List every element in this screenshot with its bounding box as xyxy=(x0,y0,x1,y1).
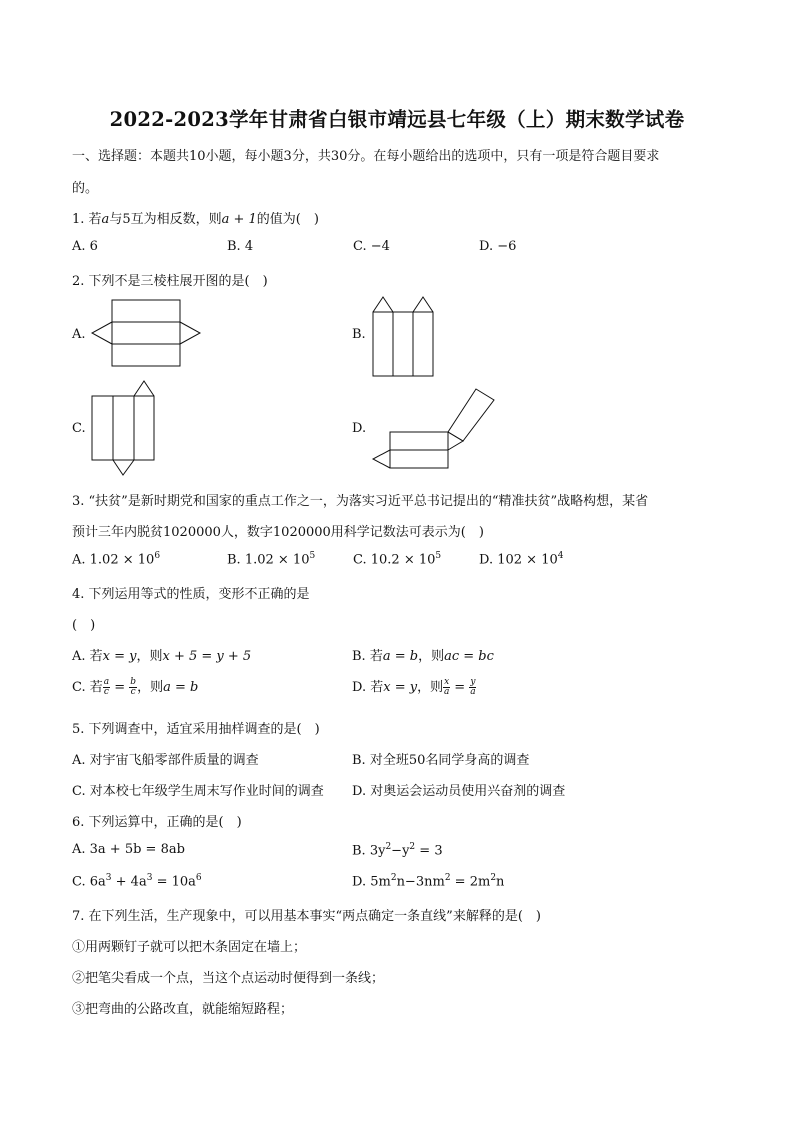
q7-item-3: ③把弯曲的公路改直，就能缩短路程； xyxy=(72,1002,294,1017)
q4-a-pre: A. 若 xyxy=(72,649,103,664)
q4-a-mid: ，则 xyxy=(136,649,163,664)
q2-stem: 2. 下列不是三棱柱展开图的是( ) xyxy=(72,274,268,289)
q3-stem-line1: 3. “扶贫”是新时期党和国家的重点工作之一，为落实习近平总书记提出的“精准扶贫”战略构想，某省 xyxy=(72,494,649,509)
q4-d-frac1-den: a xyxy=(443,687,450,697)
q2-figure-a xyxy=(88,298,204,370)
q6-c-part3: = 10a xyxy=(152,874,196,890)
q4-b-res: ac = bc xyxy=(444,649,494,664)
q3-option-d xyxy=(479,551,563,567)
q4-b-cond: a = b xyxy=(382,649,419,664)
q6-d-exp2: 2 xyxy=(444,873,451,883)
q6-option-a: A. 3a + 5b = 8ab xyxy=(72,842,185,857)
q1-option-a: A. 6 xyxy=(72,239,98,254)
q5-stem: 5. 下列调查中，适宜采用抽样调查的是( ) xyxy=(72,722,320,737)
q4-stem: 4. 下列运用等式的性质，变形不正确的是 xyxy=(72,587,310,602)
q4-d-pre: D. 若 xyxy=(352,680,384,695)
q4-d-frac1-num: x xyxy=(444,677,450,687)
q4-c-frac1-num: a xyxy=(103,677,110,687)
q5-option-c: C. 对本校七年级学生周末写作业时间的调查 xyxy=(72,784,324,799)
q2-figure-b xyxy=(370,294,436,378)
q4-d-frac2-num: y xyxy=(470,677,476,687)
q2-option-a-label: A. xyxy=(72,327,86,342)
q6-c-part1: C. 6a xyxy=(72,874,106,890)
q4-b-mid: ，则 xyxy=(418,649,445,664)
q6-b-part3: = 3 xyxy=(415,843,443,859)
q1-option-c: C. −4 xyxy=(353,239,390,254)
q4-paren: ( ) xyxy=(72,618,96,633)
q1-stem-expr: a + 1 xyxy=(221,212,257,227)
section-heading-line1: 一、选择题：本题共10小题，每小题3分，共30分。在每小题给出的选项中，只有一项是符合题目要求 xyxy=(72,149,660,164)
q1-stem-text-c: 的值为( ) xyxy=(256,212,319,227)
q6-d-part4: n xyxy=(496,874,505,890)
q6-c-exp2: 3 xyxy=(146,873,153,883)
q3-option-c-base: C. 10.2 × 10 xyxy=(353,552,436,568)
q6-b-exp2: 2 xyxy=(409,842,416,852)
q6-option-d xyxy=(352,873,504,889)
q5-option-b: B. 对全班50名同学身高的调查 xyxy=(352,753,530,768)
q1-option-b: B. 4 xyxy=(227,239,254,254)
q4-d-cond: x = y xyxy=(383,680,418,695)
q6-d-exp1: 2 xyxy=(390,873,397,883)
section-heading-line2: 的。 xyxy=(72,181,99,196)
q6-c-exp1: 3 xyxy=(105,873,112,883)
q1-stem xyxy=(72,208,319,227)
q3-option-d-exp: 4 xyxy=(557,551,564,561)
q5-option-d: D. 对奥运会运动员使用兴奋剂的调查 xyxy=(352,784,566,799)
exam-title: 2022-2023学年甘肃省白银市靖远县七年级（上）期末数学试卷 xyxy=(109,108,685,131)
q3-option-a-base: A. 1.02 × 10 xyxy=(72,552,155,568)
q7-item-1: ①用两颗钉子就可以把木条固定在墙上； xyxy=(72,940,307,955)
q3-option-a-exp: 6 xyxy=(154,551,161,561)
q6-d-part3: = 2m xyxy=(450,874,491,890)
q4-c-frac2-den: c xyxy=(130,687,136,697)
q5-option-a: A. 对宇宙飞船零部件质量的调查 xyxy=(72,753,259,768)
q4-d-mid: ，则 xyxy=(417,680,444,695)
q4-a-res: x + 5 = y + 5 xyxy=(162,649,252,664)
q6-b-part2: −y xyxy=(391,843,410,859)
q4-d-frac2 xyxy=(469,678,476,697)
q3-option-b-exp: 5 xyxy=(309,551,316,561)
q4-c-eq: = xyxy=(110,680,130,695)
q4-b-pre: B. 若 xyxy=(352,649,383,664)
q6-option-b xyxy=(352,842,443,858)
q6-d-part1: D. 5m xyxy=(352,874,391,890)
q4-c-mid: ，则 xyxy=(137,680,164,695)
q6-c-exp3: 6 xyxy=(195,873,202,883)
q6-option-c xyxy=(72,873,202,889)
q2-option-c-label: C. xyxy=(72,421,86,436)
q4-option-c xyxy=(72,676,198,697)
q1-stem-var: a xyxy=(101,212,110,227)
q3-option-a xyxy=(72,551,160,567)
q4-option-b xyxy=(352,645,494,664)
q4-a-cond: x = y xyxy=(102,649,137,664)
q4-c-frac1-den: c xyxy=(103,687,109,697)
q3-option-c-exp: 5 xyxy=(435,551,442,561)
q2-figure-c xyxy=(88,378,158,478)
q4-c-pre: C. 若 xyxy=(72,680,103,695)
q3-option-b xyxy=(227,551,315,567)
q4-option-d xyxy=(352,676,476,697)
q7-stem: 7. 在下列生活，生产现象中，可以用基本事实“两点确定一条直线”来解释的是( ) xyxy=(72,909,541,924)
q3-option-b-base: B. 1.02 × 10 xyxy=(227,552,310,568)
q4-option-a xyxy=(72,645,251,664)
q4-d-frac2-den: a xyxy=(470,687,476,697)
q1-stem-text-b: 与5互为相反数，则 xyxy=(109,212,222,227)
q2-figure-d xyxy=(370,386,500,472)
q6-d-exp3: 2 xyxy=(490,873,497,883)
q6-b-exp1: 2 xyxy=(385,842,392,852)
q6-stem: 6. 下列运算中，正确的是( ) xyxy=(72,815,242,830)
q6-d-part2: n−3nm xyxy=(396,874,445,890)
q4-c-res: a = b xyxy=(163,680,199,695)
q2-option-b-label: B. xyxy=(352,327,366,342)
q4-c-frac2 xyxy=(129,678,137,697)
q1-stem-text-a: 1. 若 xyxy=(72,212,102,227)
q6-c-part2: + 4a xyxy=(111,874,147,890)
q2-option-d-label: D. xyxy=(352,421,367,436)
q4-c-frac2-num: b xyxy=(130,677,137,687)
q1-option-d: D. −6 xyxy=(479,239,517,254)
q3-option-d-base: D. 102 × 10 xyxy=(479,552,558,568)
q3-option-c xyxy=(353,551,441,567)
q7-item-2: ②把笔尖看成一个点，当这个点运动时便得到一条线； xyxy=(72,971,385,986)
q6-b-part1: B. 3y xyxy=(352,843,386,859)
q3-stem-line2: 预计三年内脱贫1020000人，数字1020000用科学记数法可表示为( ) xyxy=(72,525,484,540)
q4-d-eq: = xyxy=(450,680,470,695)
